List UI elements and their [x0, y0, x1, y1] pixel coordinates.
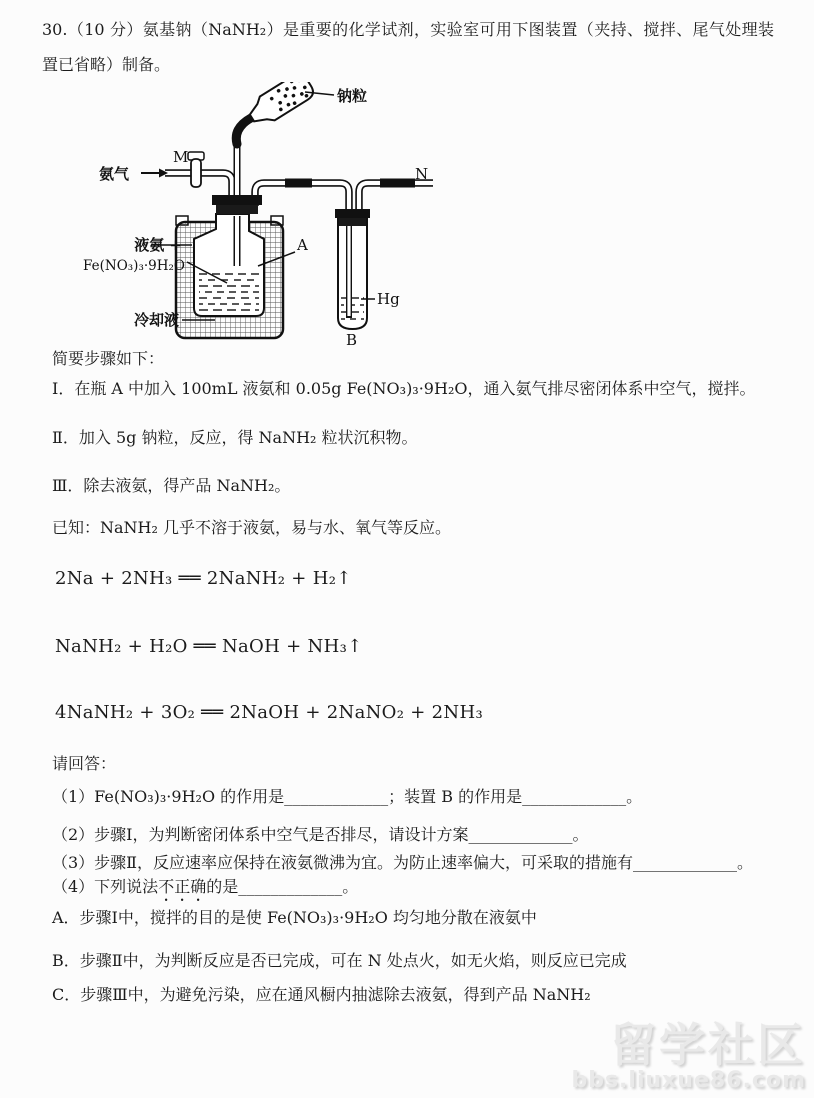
- apparatus-diagram: [55, 82, 455, 350]
- known-info: 已知：NaNH₂ 几乎不溶于液氨，易与水、氧气等反应。: [52, 518, 451, 537]
- step-1: Ⅰ．在瓶 A 中加入 100mL 液氨和 0.05g Fe(NO₃)₃·9H₂O，通入氨气排尽密闭体系中空气，搅拌。: [52, 379, 756, 398]
- stopcock-m: [188, 152, 204, 187]
- question-4-prefix: （4）下列说法: [52, 877, 159, 896]
- option-a: A．步骤Ⅰ中，搅拌的目的是使 Fe(NO₃)₃·9H₂O 均匀地分散在液氨中: [52, 908, 537, 927]
- flask-a-stopper: [212, 195, 262, 214]
- flow-arrow-icon: [141, 169, 168, 178]
- option-c: C．步骤Ⅲ中，为避免污染，应在通风橱内抽滤除去液氨，得到产品 NaNH₂: [52, 985, 591, 1004]
- outlet-n-label: N: [415, 165, 429, 183]
- coolant-label: 冷却液: [133, 311, 179, 329]
- watermark-url: bbs.liuxue86.com: [571, 1067, 806, 1093]
- sodium-bottle: [245, 82, 317, 130]
- flask-a-label: A: [297, 236, 308, 254]
- option-b: B．步骤Ⅱ中，为判断反应是否已完成，可在 N 处点火，如无火焰，则反应已完成: [52, 951, 627, 970]
- liquid-ammonia-label-line1: 液氨 +: [134, 236, 182, 254]
- question-4-emphasized: 不正确: [158, 877, 207, 896]
- step-2: Ⅱ．加入 5g 钠粒，反应，得 NaNH₂ 粒状沉积物。: [52, 428, 418, 447]
- question-1: （1）Fe(NO₃)₃·9H₂O 的作用是_____________；装置 B 的作用是_____________。: [52, 787, 643, 806]
- steps-intro: 简要步骤如下：: [52, 349, 165, 368]
- tube-b-label: B: [346, 331, 358, 349]
- iron-nitrate-label: Fe(NO₃)₃·9H₂O: [83, 258, 185, 274]
- equation-3: 4NaNH₂ + 3O₂ ══ 2NaOH + 2NaNO₂ + 2NH₃: [55, 702, 483, 723]
- equation-2: NaNH₂ + H₂O ══ NaOH + NH₃↑: [55, 636, 363, 657]
- equation-1: 2Na + 2NH₃ ══ 2NaNH₂ + H₂↑: [55, 568, 352, 589]
- question-stem: 30.（10 分）氨基钠（NaNH₂）是重要的化学试剂，实验室可用下图装置（夹持、搅拌、尾气处理装置已省略）制备。: [42, 20, 774, 74]
- sodium-granules-label: 钠粒: [337, 87, 368, 105]
- step-3: Ⅲ．除去液氨，得产品 NaNH₂。: [52, 476, 291, 495]
- valve-m-label: M: [173, 148, 189, 166]
- question-2: （2）步骤Ⅰ，为判断密闭体系中空气是否排尽，请设计方案_____________。: [52, 825, 589, 844]
- questions-intro: 请回答：: [52, 754, 117, 773]
- question-4: [52, 875, 792, 905]
- question-3: （3）步骤Ⅱ，反应速率应保持在液氨微沸为宜。为防止速率偏大，可采取的措施有_____________。: [52, 853, 754, 872]
- tube-b-stopper: [335, 209, 370, 218]
- rubber-tube: [236, 118, 251, 144]
- watermark-brand: 留学社区: [610, 1017, 806, 1072]
- test-tube-b: [335, 209, 370, 329]
- mercury-label: Hg: [377, 290, 400, 308]
- ammonia-gas-label: 氨气: [99, 165, 130, 183]
- question-4-suffix: 的是_____________。: [206, 877, 359, 896]
- watermark: [571, 1017, 806, 1093]
